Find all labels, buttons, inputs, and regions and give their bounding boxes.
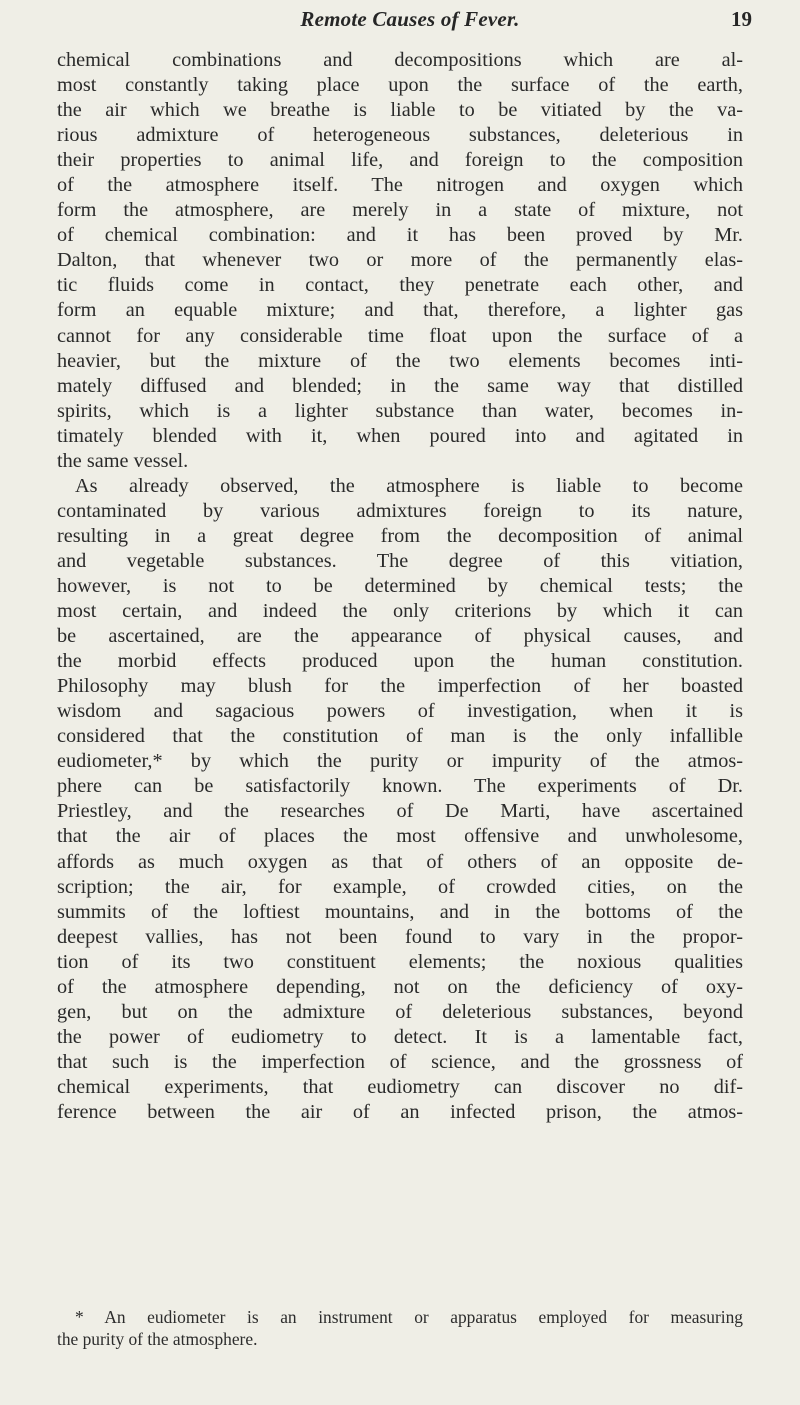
text-line: Dalton, that whenever two or more of the permanently elas-: [57, 249, 743, 272]
text-line: that the air of places the most offensive and unwholesome,: [57, 825, 743, 848]
paragraph-start-line: As already observed, the atmosphere is liable to become: [75, 474, 743, 497]
text-line: chemical combinations and decompositions which are al-: [57, 49, 743, 71]
text-line: contaminated by various admixtures foreign to its nature,: [57, 499, 743, 522]
text-line: form an equable mixture; and that, therefore, a lighter gas: [57, 299, 743, 322]
running-title: Remote Causes of Fever.: [300, 7, 520, 31]
text-line: their properties to animal life, and foreign to the composition: [57, 149, 743, 172]
text-line: cannot for any considerable time float upon the surface of a: [57, 324, 743, 347]
footnote-line: the purity of the atmosphere.: [57, 1329, 258, 1349]
text-line: be ascertained, are the appearance of physical causes, and: [57, 625, 743, 648]
text-line: the air which we breathe is liable to be vitiated by the va-: [57, 99, 743, 122]
text-line: spirits, which is a lighter substance than water, becomes in-: [57, 399, 743, 422]
body-text: [57, 48, 743, 1125]
text-line: eudiometer,* by which the purity or impurity of the atmos-: [57, 750, 743, 773]
page-number: 19: [731, 7, 752, 31]
text-line: phere can be satisfactorily known. The experiments of Dr.: [57, 775, 743, 798]
text-line: tic fluids come in contact, they penetrate each other, and: [57, 274, 743, 297]
text-line: gen, but on the admixture of deleterious substances, beyond: [57, 1000, 743, 1023]
text-line: that such is the imperfection of science, and the grossness of: [57, 1050, 743, 1073]
text-line: of the atmosphere itself. The nitrogen and oxygen which: [57, 174, 743, 197]
text-line: summits of the loftiest mountains, and in the bottoms of the: [57, 900, 743, 923]
text-line: form the atmosphere, are merely in a state of mixture, not: [57, 199, 743, 222]
text-line: most constantly taking place upon the surface of the earth,: [57, 74, 743, 97]
text-line: the morbid effects produced upon the human constitution.: [57, 650, 743, 673]
text-line: and vegetable substances. The degree of this vitiation,: [57, 549, 743, 572]
text-line: heavier, but the mixture of the two elements becomes inti-: [57, 349, 743, 372]
paragraph-end-line: the same vessel.: [57, 449, 189, 472]
text-line: affords as much oxygen as that of others of an opposite de-: [57, 850, 743, 873]
text-line: most certain, and indeed the only criterions by which it can: [57, 600, 743, 623]
text-line: resulting in a great degree from the decomposition of animal: [57, 524, 743, 547]
text-line: wisdom and sagacious powers of investigation, when it is: [57, 700, 743, 723]
text-line: mately diffused and blended; in the same way that distilled: [57, 374, 743, 397]
text-line: however, is not to be determined by chemical tests; the: [57, 574, 743, 597]
text-line: of the atmosphere depending, not on the deficiency of oxy-: [57, 975, 743, 998]
text-line: Priestley, and the researches of De Marti, have ascertained: [57, 800, 743, 823]
text-line: ference between the air of an infected prison, the atmos-: [57, 1100, 743, 1123]
footnote-line: * An eudiometer is an instrument or apparatus employed for measuring: [75, 1307, 743, 1327]
text-line: deepest vallies, has not been found to vary in the propor-: [57, 925, 743, 948]
page-header: [60, 7, 760, 41]
text-line: Philosophy may blush for the imperfection of her boasted: [57, 675, 743, 698]
text-line: considered that the constitution of man is the only infallible: [57, 725, 743, 748]
text-line: the power of eudiometry to detect. It is a lamentable fact,: [57, 1025, 743, 1048]
text-line: scription; the air, for example, of crowded cities, on the: [57, 875, 743, 898]
text-line: chemical experiments, that eudiometry can discover no dif-: [57, 1075, 743, 1098]
text-line: timately blended with it, when poured into and agitated in: [57, 424, 743, 447]
footnote: [57, 1306, 743, 1350]
text-line: tion of its two constituent elements; the noxious qualities: [57, 950, 743, 973]
text-line: rious admixture of heterogeneous substances, deleterious in: [57, 124, 743, 147]
text-line: of chemical combination: and it has been proved by Mr.: [57, 224, 743, 247]
